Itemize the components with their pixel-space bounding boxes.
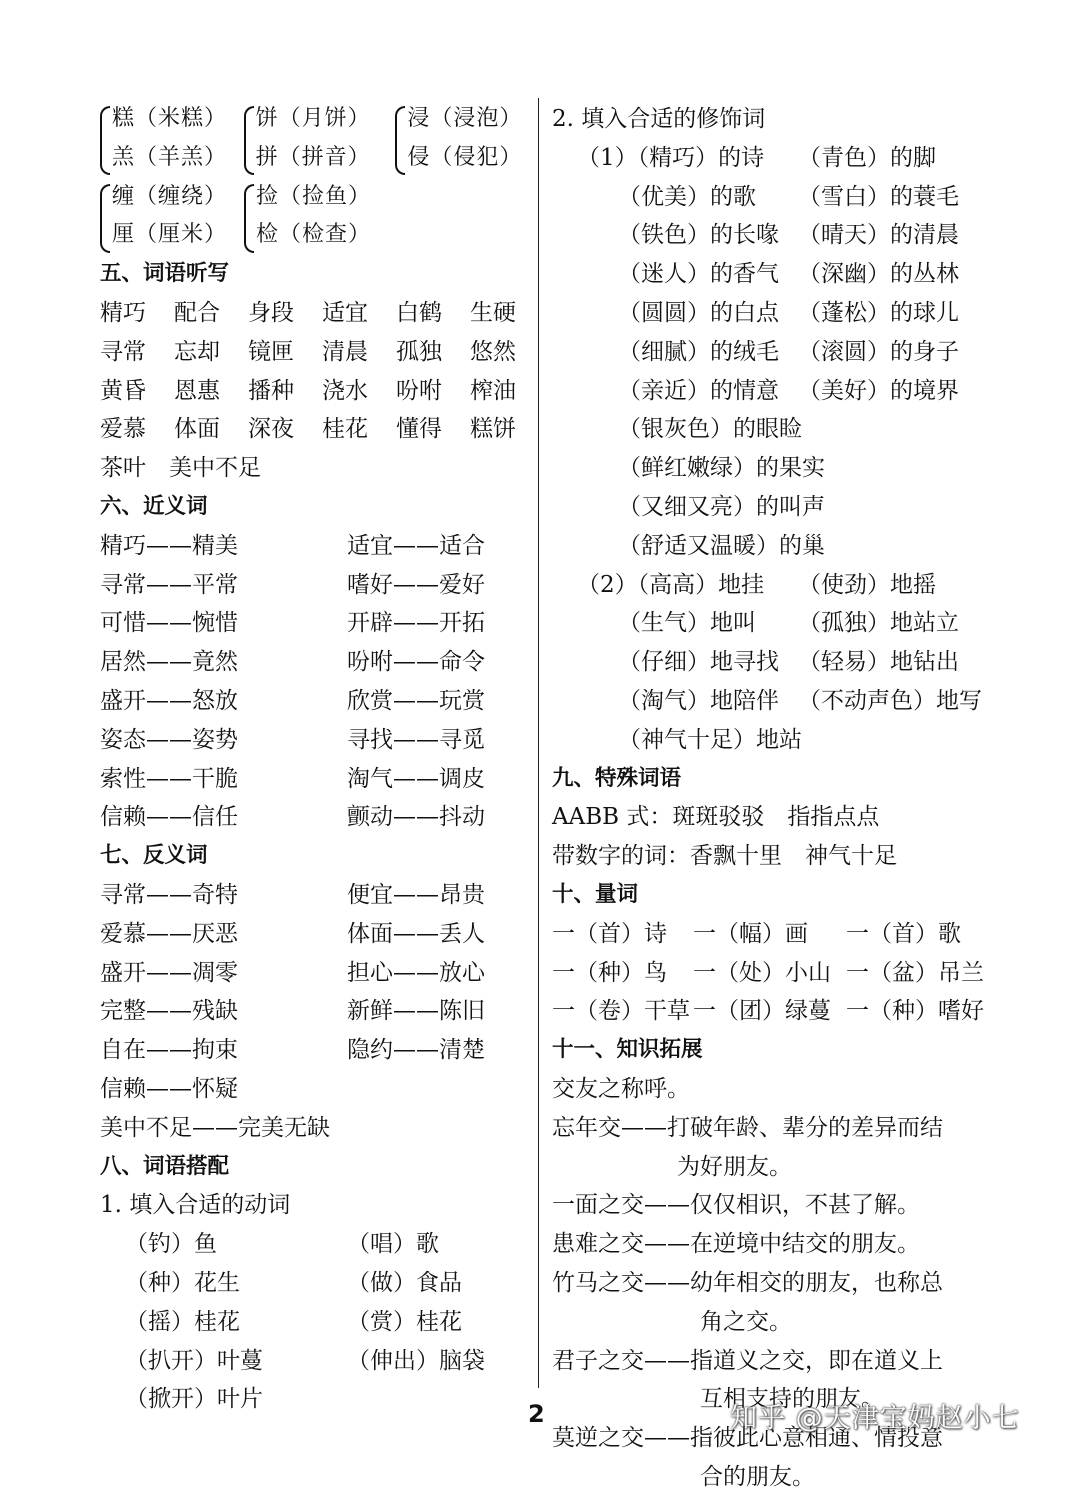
subsection-modifiers-title: 2. 填入合适的修饰词 [552, 106, 766, 132]
word: 深夜 [248, 416, 294, 443]
verb-item-single: （掀开）叶片 [125, 1386, 263, 1413]
word: 生硬 [470, 299, 516, 326]
adverb-row [552, 682, 982, 721]
pair-item: 侵（侵犯） [407, 144, 523, 170]
measure-item: 一（处）小山 [693, 959, 831, 986]
entry-definition: 仅仅相识，不甚了解。 [690, 1192, 920, 1219]
word: 清晨 [322, 338, 368, 365]
pair-item: 检（检查） [256, 222, 372, 248]
antonym-pair: 寻常——奇特 [100, 881, 238, 908]
entry-term: 患难之交—— [552, 1231, 690, 1258]
watermark: 知乎 @天津宝妈赵小七 [730, 1403, 1020, 1434]
entry-definition-cont: 角之交。 [700, 1308, 792, 1335]
synonym-pair: 嗜好——爱好 [347, 571, 485, 598]
word: 播种 [248, 377, 294, 404]
left-column [100, 100, 525, 1419]
modifier-item: （青色）的脚 [798, 144, 936, 171]
word: 吩咐 [396, 377, 442, 404]
word: 悠然 [470, 338, 516, 365]
antonym-pair: 自在——拘束 [100, 1037, 238, 1064]
verb-row [100, 1225, 525, 1264]
knowledge-entry [552, 1109, 982, 1187]
synonym-row [100, 760, 525, 799]
synonym-row [100, 682, 525, 721]
word: 白鹤 [396, 299, 442, 326]
modifier-item: （优美）的歌 [618, 183, 756, 210]
adverb-item: （使劲）地摇 [798, 571, 936, 598]
numeric-words: 带数字的词：香飘十里 神气十足 [552, 843, 897, 870]
word: 孤独 [396, 338, 442, 365]
word: 配合 [174, 299, 220, 326]
entry-definition: 幼年相交的朋友，也称总 [690, 1269, 943, 1296]
synonym-pair: 吩咐——命令 [347, 649, 485, 676]
synonym-row [100, 643, 525, 682]
measure-item: 一（卷）干草 [552, 998, 690, 1025]
word: 榨油 [470, 377, 516, 404]
pair-item: 拼（拼音） [255, 144, 371, 170]
knowledge-entry [552, 1186, 982, 1225]
pair-item: 厘（厘米） [112, 222, 228, 248]
entry-term: 君子之交—— [552, 1347, 690, 1374]
section-10-title: 十、量词 [552, 881, 639, 907]
char-pairs-row-2 [100, 178, 525, 256]
measure-item: 一（种）鸟 [552, 959, 667, 986]
entry-term: 忘年交—— [552, 1114, 667, 1141]
measure-word-row [552, 992, 982, 1031]
synonym-row [100, 527, 525, 566]
adverb-row [552, 643, 982, 682]
verb-item: （唱）歌 [347, 1231, 439, 1258]
modifier-item: （铁色）的长喙 [618, 222, 779, 249]
modifier-item: （美好）的境界 [798, 377, 959, 404]
adverb-item: （淘气）地陪伴 [618, 687, 779, 714]
pair-item: 糕（米糕） [112, 106, 228, 131]
subsection-verbs-title: 1. 填入合适的动词 [100, 1192, 291, 1219]
measure-item: 一（幅）画 [693, 920, 808, 947]
modifier-row [552, 255, 982, 294]
synonym-pair: 寻找——寻觅 [347, 726, 485, 753]
char-pair [395, 100, 525, 178]
synonym-pair: 淘气——调皮 [347, 765, 485, 792]
modifier-row [552, 216, 982, 255]
synonym-row [100, 721, 525, 760]
measure-item: 一（团）绿蔓 [693, 998, 831, 1025]
knowledge-intro: 交友之称呼。 [552, 1075, 690, 1102]
word: 身段 [248, 299, 294, 326]
word: 黄昏 [100, 377, 146, 404]
antonym-row [100, 992, 525, 1031]
modifier-row [552, 333, 982, 372]
modifier-item: （细腻）的绒毛 [618, 338, 779, 365]
measure-word-row [552, 915, 982, 954]
char-pair [244, 178, 382, 256]
antonym-row [100, 915, 525, 954]
section-8-title: 八、词语搭配 [100, 1153, 230, 1179]
antonym-row [100, 876, 525, 915]
adverb-item-single: （神气十足）地站 [618, 726, 802, 753]
adverb-row [552, 604, 982, 643]
word: 忘却 [174, 338, 220, 365]
page-number: 2 [528, 1400, 545, 1428]
entry-definition-cont: 合的朋友。 [700, 1463, 815, 1490]
synonym-pair: 可惜——惋惜 [100, 610, 238, 637]
verb-item: （种）花生 [125, 1269, 240, 1296]
synonym-pair: 信赖——信任 [100, 804, 238, 831]
adverb-item: （轻易）地钻出 [798, 649, 959, 676]
antonym-single: 信赖——怀疑 [100, 1075, 238, 1102]
dictation-row [100, 372, 525, 411]
entry-definition: 打破年龄、辈分的差异而结 [667, 1114, 943, 1141]
char-pair [244, 100, 382, 178]
modifier-item-single: （鲜红嫩绿）的果实 [618, 455, 825, 482]
section-7-title: 七、反义词 [100, 843, 208, 869]
verb-row [100, 1303, 525, 1342]
entry-definition-cont: 互相支持的朋友。 [700, 1386, 884, 1413]
synonym-pair: 寻常——平常 [100, 571, 238, 598]
modifier-item-single: （又细又亮）的叫声 [618, 493, 825, 520]
synonym-row [100, 566, 525, 605]
modifier-item: （迷人）的香气 [618, 261, 779, 288]
right-column [552, 100, 982, 1497]
modifier-item-single: （舒适又温暖）的巢 [618, 532, 825, 559]
modifier-row [552, 294, 982, 333]
entry-definition-cont: 为好朋友。 [677, 1153, 792, 1180]
antonym-row [100, 954, 525, 993]
char-pair [100, 100, 230, 178]
antonym-pair: 盛开——凋零 [100, 959, 238, 986]
antonym-pair: 担心——放心 [347, 959, 485, 986]
brace-icon [244, 106, 254, 175]
word: 镜匣 [248, 338, 294, 365]
synonym-row [100, 798, 525, 837]
adverb-row [552, 566, 982, 605]
word: 爱慕 [100, 416, 146, 443]
dictation-row [100, 333, 525, 372]
entry-definition: 在逆境中结交的朋友。 [690, 1231, 920, 1258]
modifier-item: （蓬松）的球儿 [798, 299, 959, 326]
verb-item: （扒开）叶蔓 [125, 1347, 263, 1374]
section-5-title: 五、词语听写 [100, 261, 230, 287]
synonym-pair: 精巧——精美 [100, 532, 238, 559]
antonym-pair: 体面——丢人 [347, 920, 485, 947]
modifier-item: （晴天）的清晨 [798, 222, 959, 249]
entry-term: 莫逆之交—— [552, 1425, 690, 1452]
modifier-item: （雪白）的蓑毛 [798, 183, 959, 210]
verb-item: （摇）桂花 [125, 1308, 240, 1335]
entry-term: 一面之交—— [552, 1192, 690, 1219]
measure-item: 一（首）诗 [552, 920, 667, 947]
verb-item: （做）食品 [347, 1269, 462, 1296]
modifier-row [552, 139, 982, 178]
measure-item: 一（盆）吊兰 [846, 959, 984, 986]
word: 恩惠 [174, 377, 220, 404]
verb-item: （钓）鱼 [125, 1231, 217, 1258]
pair-item: 捡（捡鱼） [256, 183, 372, 209]
synonym-pair: 欣赏——玩赏 [347, 687, 485, 714]
modifier-item: （1）（精巧）的诗 [577, 144, 765, 171]
modifier-row [552, 178, 982, 217]
adverb-item: （生气）地叫 [618, 610, 756, 637]
synonym-row [100, 604, 525, 643]
dictation-row [100, 294, 525, 333]
verb-item: （伸出）脑袋 [347, 1347, 485, 1374]
synonym-pair: 索性——干脆 [100, 765, 238, 792]
measure-item: 一（种）嗜好 [846, 998, 984, 1025]
measure-word-row [552, 954, 982, 993]
measure-item: 一（首）歌 [846, 920, 961, 947]
word: 懂得 [396, 416, 442, 443]
adverb-item: （仔细）地寻找 [618, 649, 779, 676]
dictation-row [100, 410, 525, 449]
dictation-last-row: 茶叶 美中不足 [100, 455, 261, 482]
verb-row [100, 1342, 525, 1381]
synonym-pair: 适宜——适合 [347, 532, 485, 559]
synonym-pair: 姿态——姿势 [100, 726, 238, 753]
adverb-item: （不动声色）地写 [798, 687, 982, 714]
word: 寻常 [100, 338, 146, 365]
pair-item: 浸（浸泡） [407, 106, 523, 131]
brace-icon [100, 184, 110, 253]
section-6-title: 六、近义词 [100, 493, 208, 519]
verb-row [100, 1264, 525, 1303]
pair-item: 羔（羊羔） [112, 144, 228, 170]
adverb-item: （孤独）地站立 [798, 610, 959, 637]
knowledge-entry [552, 1264, 982, 1342]
synonym-pair: 开辟——开拓 [347, 610, 485, 637]
entry-definition: 指彼此心意相通、情投意 [690, 1425, 943, 1452]
synonym-pair: 颤动——抖动 [347, 804, 485, 831]
antonym-single: 美中不足——完美无缺 [100, 1114, 330, 1141]
word: 适宜 [322, 299, 368, 326]
antonym-pair: 便宜——昂贵 [347, 881, 485, 908]
antonym-pair: 完整——残缺 [100, 998, 238, 1025]
char-pair [100, 178, 230, 256]
synonym-pair: 居然——竟然 [100, 649, 238, 676]
adverb-item: （2）（高高）地挂 [577, 571, 765, 598]
brace-icon [100, 106, 110, 175]
aabb-words: AABB 式：斑斑驳驳 指指点点 [552, 804, 880, 831]
pair-item: 饼（月饼） [255, 106, 371, 131]
section-9-title: 九、特殊词语 [552, 765, 682, 791]
antonym-pair: 新鲜——陈旧 [347, 998, 485, 1025]
modifier-item: （滚圆）的身子 [798, 338, 959, 365]
modifier-row [552, 372, 982, 411]
column-divider [538, 98, 539, 1388]
antonym-row [100, 1031, 525, 1070]
verb-item: （赏）桂花 [347, 1308, 462, 1335]
word: 糕饼 [470, 416, 516, 443]
brace-icon [244, 184, 254, 253]
modifier-item: （亲近）的情意 [618, 377, 779, 404]
pair-item: 缠（缠绕） [112, 183, 228, 209]
word: 浇水 [322, 377, 368, 404]
brace-icon [395, 106, 405, 175]
char-pairs-row-1 [100, 100, 525, 178]
modifier-item: （圆圆）的白点 [618, 299, 779, 326]
entry-definition: 指道义之交，即在道义上 [690, 1347, 943, 1374]
antonym-pair: 隐约——清楚 [347, 1037, 485, 1064]
antonym-pair: 爱慕——厌恶 [100, 920, 238, 947]
entry-term: 竹马之交—— [552, 1269, 690, 1296]
synonym-pair: 盛开——怒放 [100, 687, 238, 714]
word: 体面 [174, 416, 220, 443]
knowledge-entry [552, 1225, 982, 1264]
section-11-title: 十一、知识拓展 [552, 1037, 703, 1063]
modifier-item: （深幽）的丛林 [798, 261, 959, 288]
word: 精巧 [100, 299, 146, 326]
modifier-item-single: （银灰色）的眼睑 [618, 416, 802, 443]
word: 桂花 [322, 416, 368, 443]
